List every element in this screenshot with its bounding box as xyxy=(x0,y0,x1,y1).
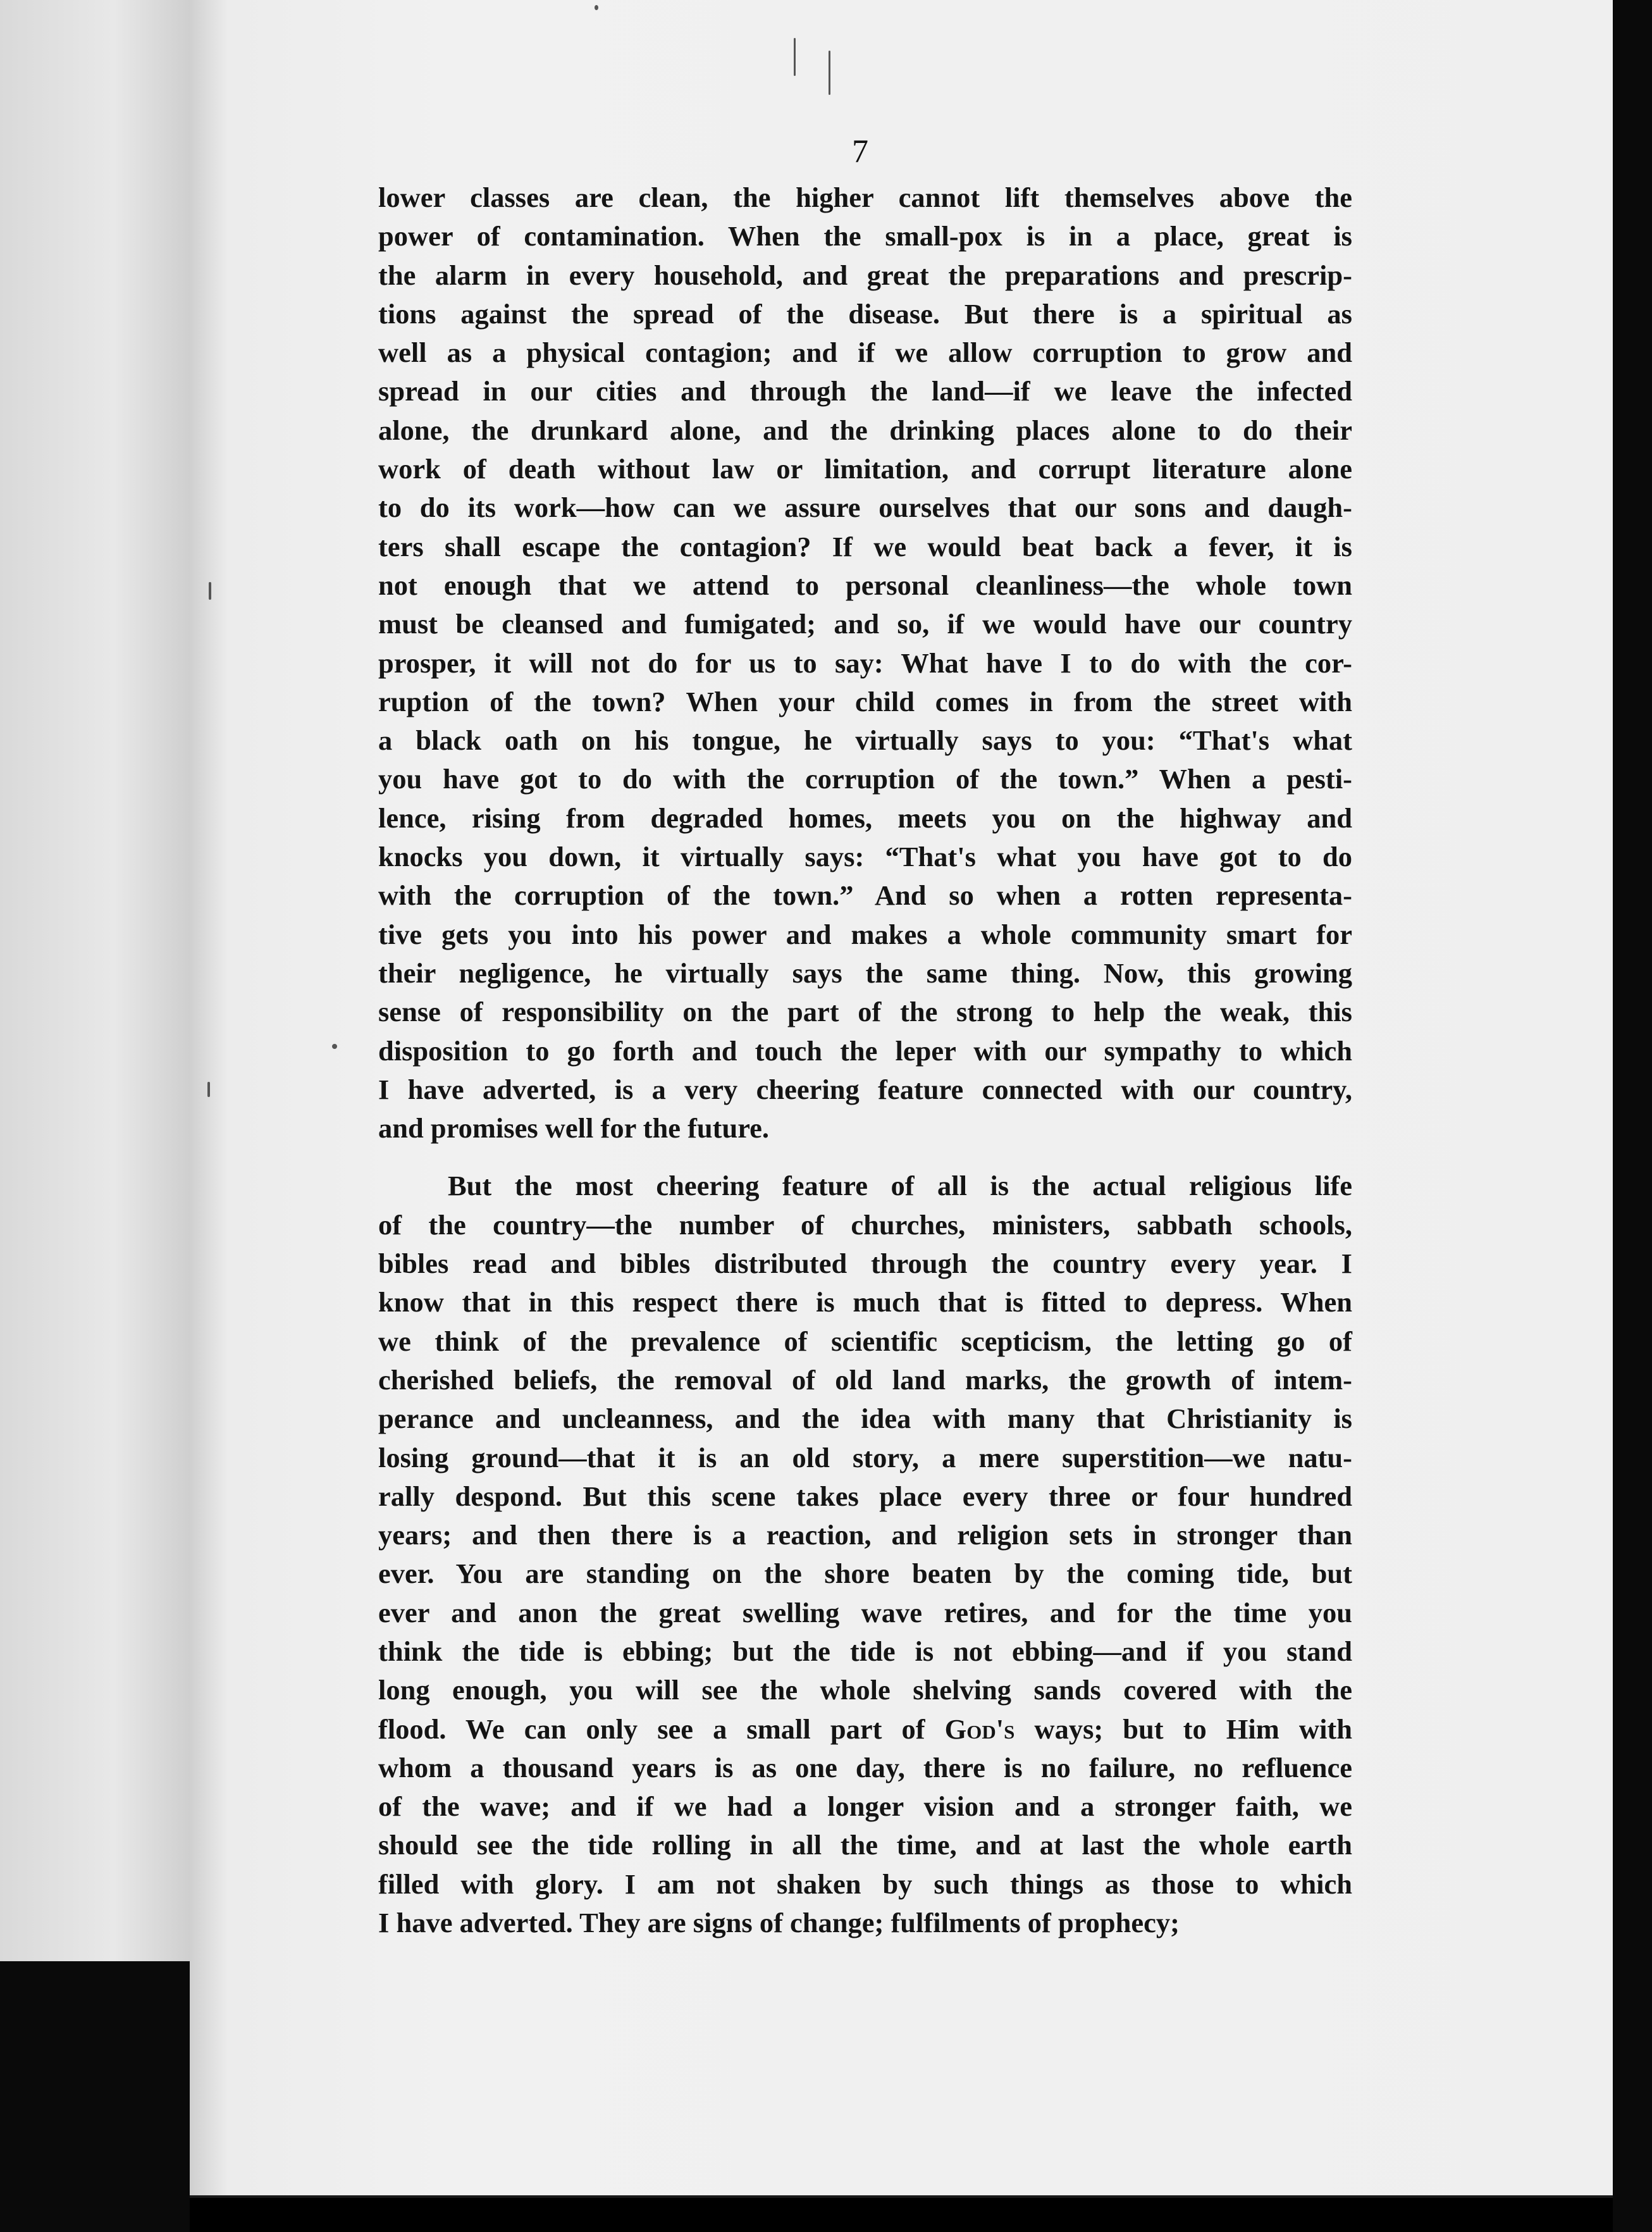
page-number: 7 xyxy=(852,133,868,170)
text-line: must be cleansed and fumigated; and so, if we would have our country xyxy=(378,608,1352,640)
text-line: you have got to do with the corruption of the town.” When a pesti- xyxy=(378,763,1352,795)
text-line: know that in this respect there is much that is fitted to depress. When xyxy=(378,1286,1352,1318)
text-line: disposition to go forth and touch the leper with our sympathy to which xyxy=(378,1034,1352,1067)
text-line: filled with glory. I am not shaken by such things as those to which xyxy=(378,1868,1352,1900)
text-line: alone, the drunkard alone, and the drinking places alone to do their xyxy=(378,414,1352,446)
text-line: ruption of the town? When your child comes in from the street with xyxy=(378,685,1352,717)
text-line: ever. You are standing on the shore beaten by the coming tide, but xyxy=(378,1558,1352,1590)
paragraph-gap xyxy=(378,1148,1352,1167)
paragraph xyxy=(378,178,1352,1148)
text-line: think the tide is ebbing; but the tide is not ebbing—and if you stand xyxy=(378,1635,1352,1667)
text-line: ters shall escape the contagion? If we would beat back a fever, it is xyxy=(378,530,1352,562)
scan-mark xyxy=(207,1082,210,1097)
paragraph xyxy=(378,1167,1352,1942)
text-line: lence, rising from degraded homes, meets you on the highway and xyxy=(378,802,1352,834)
text-line: knocks you down, it virtually says: “That's what you have got to do xyxy=(378,841,1352,873)
text-line: to do its work—how can we assure ourselves that our sons and daugh- xyxy=(378,492,1352,524)
text-line: tive gets you into his power and makes a whole community smart for xyxy=(378,918,1352,950)
text-line: ever and anon the great swelling wave retires, and for the time you xyxy=(378,1596,1352,1628)
text-line: losing ground—that it is an old story, a mere superstition—we natu- xyxy=(378,1441,1352,1473)
text-line: cherished beliefs, the removal of old land marks, the growth of intem- xyxy=(378,1363,1352,1396)
text-line: we think of the prevalence of scientific scepticism, the letting go of xyxy=(378,1325,1352,1357)
text-line: their negligence, he virtually says the same thing. Now, this growing xyxy=(378,957,1352,989)
text-line: of the country—the number of churches, ministers, sabbath schools, xyxy=(378,1208,1352,1241)
body-text xyxy=(378,178,1352,1942)
text-line: bibles read and bibles distributed through the country every year. I xyxy=(378,1248,1352,1280)
text-line: the alarm in every household, and great the preparations and prescrip- xyxy=(378,259,1352,291)
text-line: not enough that we attend to personal cleanliness—the whole town xyxy=(378,569,1352,601)
text-line: with the corruption of the town.” And so when a rotten representa- xyxy=(378,879,1352,912)
text-line: a black oath on his tongue, he virtually says to you: “That's what xyxy=(378,724,1352,757)
scan-speck xyxy=(332,1044,337,1049)
text-line: perance and uncleanness, and the idea with many that Christianity is xyxy=(378,1403,1352,1435)
text-line: should see the tide rolling in all the time, and at last the whole earth xyxy=(378,1829,1352,1861)
text-line: tions against the spread of the disease. But there is a spiritual as xyxy=(378,297,1352,330)
scan-scratch xyxy=(829,51,830,95)
text-line: long enough, you will see the whole shelving sands covered with the xyxy=(378,1674,1352,1706)
text-line: sense of responsibility on the part of the strong to help the weak, this xyxy=(378,996,1352,1028)
text-line: flood. We can only see a small part of God's ways; but to Him with xyxy=(378,1713,1352,1745)
text-line: work of death without law or limitation, and corrupt literature alone xyxy=(378,453,1352,485)
text-line: well as a physical contagion; and if we allow corruption to grow and xyxy=(378,337,1352,369)
small-caps-word: God's xyxy=(944,1713,1015,1745)
text-line: years; and then there is a reaction, and religion sets in stronger than xyxy=(378,1519,1352,1551)
text-line: But the most cheering feature of all is the actual religious life xyxy=(448,1170,1352,1202)
text-line: I have adverted, is a very cheering feature connected with our country, xyxy=(378,1073,1352,1105)
text-line: and promises well for the future. xyxy=(378,1112,770,1144)
text-line: I have adverted. They are signs of change; fulfilments of prophecy; xyxy=(378,1907,1180,1939)
text-line: rally despond. But this scene takes place every three or four hundred xyxy=(378,1480,1352,1512)
scan-scratch xyxy=(794,38,796,76)
scan-speck xyxy=(595,5,598,10)
text-line: of the wave; and if we had a longer vision and a stronger faith, we xyxy=(378,1790,1352,1823)
text-line: spread in our cities and through the land—if we leave the infected xyxy=(378,375,1352,407)
facing-page-edge xyxy=(0,0,194,1961)
text-line: lower classes are clean, the higher cannot lift themselves above the xyxy=(378,182,1352,213)
scan-bottom-border xyxy=(190,2198,1613,2232)
text-line: prosper, it will not do for us to say: What have I to do with the cor- xyxy=(378,647,1352,679)
text-line: whom a thousand years is as one day, there is no failure, no refluence xyxy=(378,1751,1352,1783)
scan-mark xyxy=(209,582,211,600)
text-line: power of contamination. When the small-pox is in a place, great is xyxy=(378,220,1352,252)
